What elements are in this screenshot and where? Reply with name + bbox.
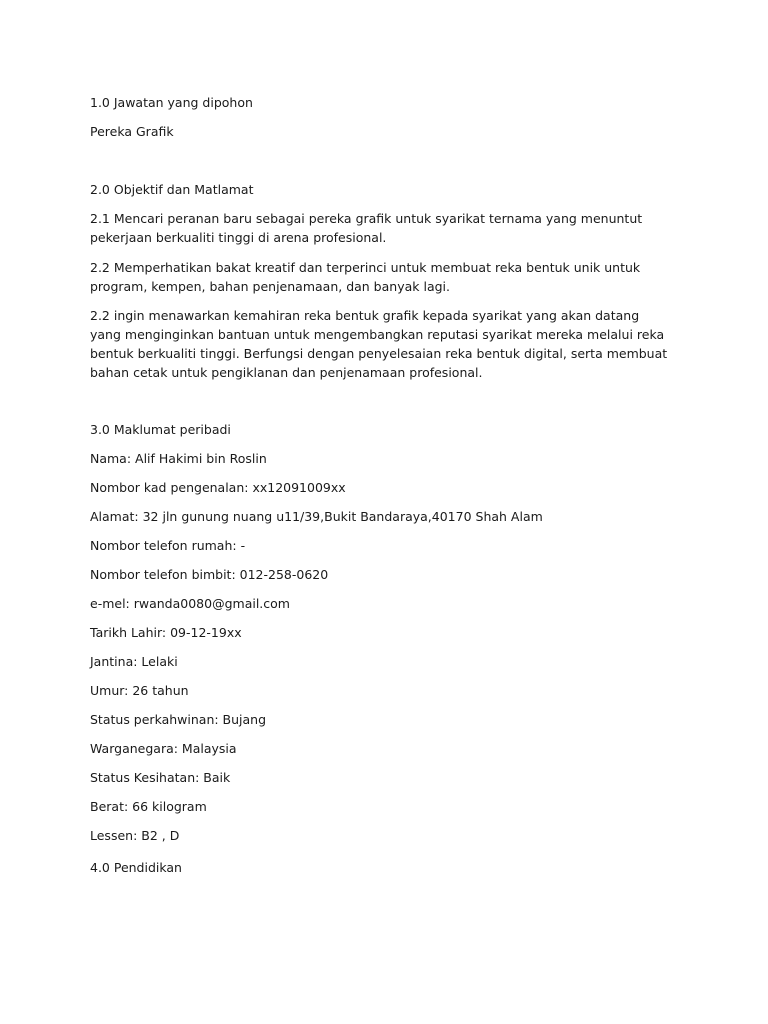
field-gender: Jantina: Lelaki — [90, 654, 178, 669]
field-health-status: Status Kesihatan: Baik — [90, 770, 231, 785]
field-age: Umur: 26 tahun — [90, 683, 189, 698]
section-2-heading: 2.0 Objektif dan Matlamat — [90, 182, 254, 197]
field-nationality: Warganegara: Malaysia — [90, 741, 237, 756]
position-applied: Pereka Grafik — [90, 124, 174, 139]
objective-item-3: 2.2 ingin menawarkan kemahiran reka bentuk grafik kepada syarikat yang akan datang yang menginginkan bantuan untuk mengembangkan reputasi syarikat mereka melalui reka bentuk berkualiti tinggi. Berfungsi dengan penyelesaian reka bentuk digital, serta membuat bahan cetak untuk pengiklanan dan penjenamaan profesional. — [90, 308, 668, 380]
section-3-heading: 3.0 Maklumat peribadi — [90, 422, 231, 437]
field-home-phone: Nombor telefon rumah: - — [90, 538, 246, 553]
field-marital-status: Status perkahwinan: Bujang — [90, 712, 267, 727]
field-ic-number: Nombor kad pengenalan: xx12091009xx — [90, 480, 346, 495]
field-name: Nama: Alif Hakimi bin Roslin — [90, 451, 267, 466]
field-license: Lessen: B2 , D — [90, 828, 180, 843]
section-1-heading: 1.0 Jawatan yang dipohon — [90, 95, 253, 110]
objective-item-2: 2.2 Memperhatikan bakat kreatif dan terperinci untuk membuat reka bentuk unik untuk program, kempen, bahan penjenamaan, dan banyak lagi. — [90, 260, 641, 294]
field-birth-date: Tarikh Lahir: 09-12-19xx — [90, 625, 242, 640]
field-address: Alamat: 32 jln gunung nuang u11/39,Bukit Bandaraya,40170 Shah Alam — [90, 509, 543, 524]
section-4-heading: 4.0 Pendidikan — [90, 860, 182, 875]
field-email: e-mel: rwanda0080@gmail.com — [90, 596, 290, 611]
field-mobile-phone: Nombor telefon bimbit: 012-258-0620 — [90, 567, 329, 582]
objective-item-1: 2.1 Mencari peranan baru sebagai pereka grafik untuk syarikat ternama yang menuntut pekerjaan berkualiti tinggi di arena profesional. — [90, 211, 643, 245]
field-weight: Berat: 66 kilogram — [90, 799, 207, 814]
